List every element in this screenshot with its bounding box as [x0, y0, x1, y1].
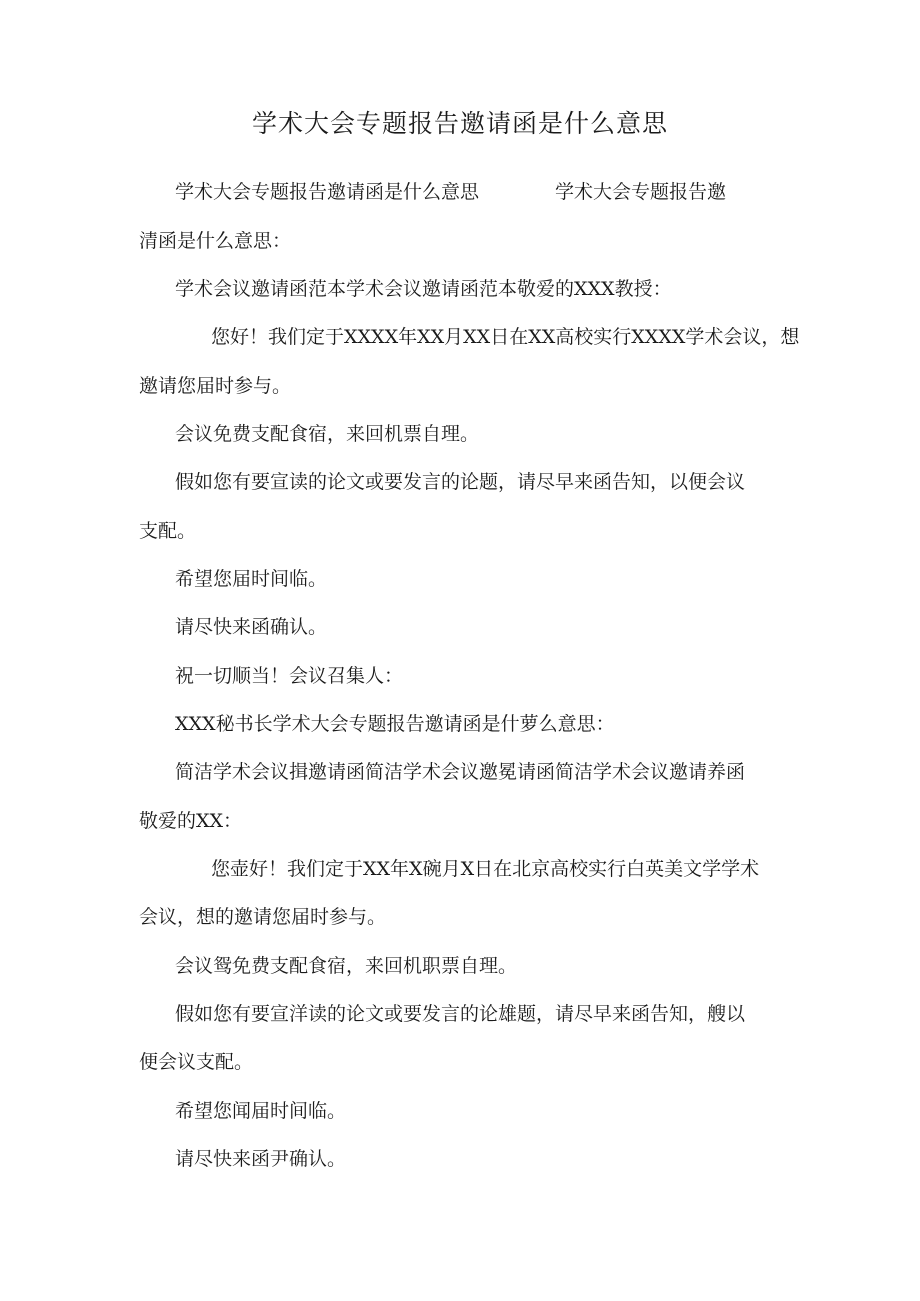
paragraph-line: 假如您有要宣读的论文或要发言的论题，请尽早来函告知，以便会议	[175, 471, 746, 493]
paragraph-line: 希望您闻届时间临。	[175, 1100, 347, 1122]
paragraph-line: 希望您届时间临。	[175, 568, 328, 590]
paragraph-line: 您好！我们定于XXXX年XX月XX日在XX高校实行XXXX学术会议，想	[211, 326, 800, 348]
paragraph-line: 简洁学术会议揖邀请函简洁学术会议邀冕请函简洁学术会议邀请养函	[175, 761, 746, 783]
paragraph-line: 学术大会专题报告邀请函是什么意思 学术大会专题报告邀	[175, 181, 727, 203]
paragraph-line: 支配。	[139, 520, 197, 542]
paragraph-line: 请尽快来函尹确认。	[175, 1148, 347, 1170]
paragraph-line: 会议鸳免费支配食宿，来回机职票自理。	[175, 955, 518, 977]
paragraph-line: 清函是什么意思：	[139, 230, 292, 252]
paragraph-line: XXX秘书长学术大会专题报告邀请函是什萝么意思：	[175, 713, 615, 735]
paragraph-line: 会议免费支配食宿，来回机票自理。	[175, 423, 480, 445]
paragraph-line: 邀请您届时参与。	[139, 375, 292, 397]
paragraph-line: 请尽快来函确认。	[175, 616, 328, 638]
paragraph-line: 会议，想的邀请您届时参与。	[139, 906, 387, 928]
paragraph-line: 敬爱的XX：	[139, 810, 243, 832]
paragraph-line: 便会议支配。	[139, 1051, 254, 1073]
paragraph-line: 祝一切顺当！会议召集人：	[175, 665, 404, 687]
paragraph-line: 您壶好！我们定于XX年X碗月X日在北京高校实行白英美文学学术	[211, 858, 760, 880]
document-title: 学术大会专题报告邀请函是什么意思	[251, 109, 668, 138]
paragraph-line: 学术会议邀请函范本学术会议邀请函范本敬爱的XXX教授：	[175, 278, 672, 300]
paragraph-line: 假如您有要宣洋读的论文或要发言的论雄题，请尽早来函告知，艘以	[175, 1003, 746, 1025]
